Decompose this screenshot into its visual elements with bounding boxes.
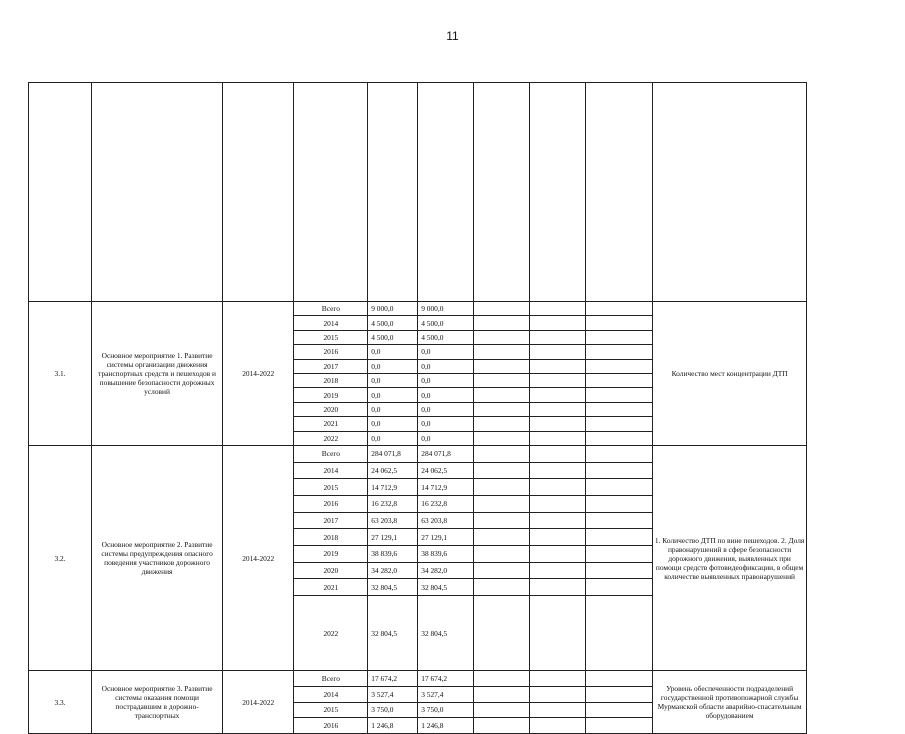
empty-cell (586, 345, 653, 359)
empty-cell (474, 330, 530, 344)
section-description: Основное мероприятие 3. Развитие системы оказания помощи пострадавшим в дорожно-транспортных (92, 671, 223, 734)
empty-cell (474, 446, 530, 463)
budget-cell: 16 232,8 (418, 496, 474, 513)
section-period: 2014-2022 (223, 302, 294, 446)
year-cell: 2022 (294, 431, 368, 445)
budget-cell: 4 500,0 (418, 316, 474, 330)
empty-cell (474, 462, 530, 479)
empty-cell (586, 546, 653, 563)
year-cell: 2015 (294, 479, 368, 496)
empty-cell (474, 546, 530, 563)
empty-cell (586, 373, 653, 387)
budget-cell: 34 282,0 (418, 562, 474, 579)
empty-cell (530, 496, 586, 513)
empty-cell (530, 529, 586, 546)
empty-cell (530, 359, 586, 373)
empty-cell (474, 373, 530, 387)
total-cell: 34 282,0 (368, 562, 418, 579)
empty-cell (474, 718, 530, 734)
total-cell: 17 674,2 (368, 671, 418, 687)
year-cell: 2019 (294, 388, 368, 402)
section-id: 3.2. (29, 446, 92, 671)
budget-cell: 38 839,6 (418, 546, 474, 563)
budget-cell: 0,0 (418, 431, 474, 445)
year-cell: Всего (294, 671, 368, 687)
table-row (29, 302, 879, 316)
empty-cell (530, 686, 586, 702)
empty-cell (530, 330, 586, 344)
empty-cell (474, 345, 530, 359)
budget-cell: 3 750,0 (418, 702, 474, 718)
empty-cell (530, 512, 586, 529)
total-cell: 1 246,8 (368, 718, 418, 734)
total-cell: 0,0 (368, 359, 418, 373)
total-cell: 32 804,5 (368, 596, 418, 671)
empty-cell (368, 83, 418, 302)
total-cell: 4 500,0 (368, 330, 418, 344)
budget-cell: 24 062,5 (418, 462, 474, 479)
total-cell: 27 129,1 (368, 529, 418, 546)
budget-cell: 0,0 (418, 417, 474, 431)
budget-cell: 3 527,4 (418, 686, 474, 702)
empty-cell (530, 718, 586, 734)
empty-cell (474, 512, 530, 529)
year-cell: 2018 (294, 373, 368, 387)
budget-cell: 32 804,5 (418, 579, 474, 596)
empty-cell (530, 373, 586, 387)
empty-cell (530, 702, 586, 718)
empty-cell (530, 546, 586, 563)
section-id: 3.3. (29, 671, 92, 734)
empty-cell (530, 402, 586, 416)
year-cell: 2017 (294, 359, 368, 373)
empty-cell (474, 431, 530, 445)
empty-cell (294, 83, 368, 302)
empty-cell (586, 596, 653, 671)
budget-cell: 0,0 (418, 359, 474, 373)
year-cell: 2014 (294, 686, 368, 702)
empty-cell (530, 579, 586, 596)
empty-cell (474, 671, 530, 687)
budget-cell: 17 674,2 (418, 671, 474, 687)
empty-cell (530, 479, 586, 496)
total-cell: 24 062,5 (368, 462, 418, 479)
year-cell: 2019 (294, 546, 368, 563)
year-cell: 2016 (294, 496, 368, 513)
total-cell: 9 000,0 (368, 302, 418, 316)
year-cell: 2022 (294, 596, 368, 671)
total-cell: 14 712,9 (368, 479, 418, 496)
empty-cell (474, 417, 530, 431)
year-cell: 2015 (294, 330, 368, 344)
empty-cell (586, 479, 653, 496)
empty-cell (586, 512, 653, 529)
empty-cell (474, 316, 530, 330)
empty-cell (586, 529, 653, 546)
budget-cell: 27 129,1 (418, 529, 474, 546)
page-number: 11 (446, 29, 459, 43)
budget-cell: 1 246,8 (418, 718, 474, 734)
total-cell: 3 527,4 (368, 686, 418, 702)
empty-cell (474, 359, 530, 373)
year-cell: 2014 (294, 462, 368, 479)
section-id: 3.1. (29, 302, 92, 446)
empty-cell (586, 83, 653, 302)
empty-cell (586, 702, 653, 718)
empty-cell (474, 402, 530, 416)
year-cell: 2016 (294, 345, 368, 359)
empty-cell (474, 579, 530, 596)
empty-cell (586, 562, 653, 579)
year-cell: Всего (294, 446, 368, 463)
total-cell: 0,0 (368, 417, 418, 431)
empty-cell (474, 388, 530, 402)
year-cell: 2017 (294, 512, 368, 529)
budget-cell: 32 804,5 (418, 596, 474, 671)
year-cell: Всего (294, 302, 368, 316)
total-cell: 0,0 (368, 402, 418, 416)
continuation-row (29, 83, 879, 302)
section-period: 2014-2022 (223, 446, 294, 671)
empty-cell (530, 462, 586, 479)
section-indicator: Уровень обеспеченности подразделений государственной противопожарной службы Мурманской области аварийно-спасательным оборудованием (652, 671, 807, 734)
empty-cell (530, 671, 586, 687)
empty-cell (92, 83, 223, 302)
section-indicator: Количество мест концентрации ДТП (652, 302, 807, 446)
year-cell: 2020 (294, 402, 368, 416)
section-description: Основное мероприятие 1. Развитие системы организации движения транспортных средств и пешеходов и повышение безопасности дорожных условий (92, 302, 223, 446)
empty-cell (474, 479, 530, 496)
empty-cell (586, 462, 653, 479)
year-cell: 2021 (294, 579, 368, 596)
empty-cell (474, 686, 530, 702)
empty-cell (474, 302, 530, 316)
empty-cell (586, 402, 653, 416)
empty-cell (474, 596, 530, 671)
year-cell: 2015 (294, 702, 368, 718)
table-row (29, 446, 879, 463)
empty-cell (530, 83, 586, 302)
empty-cell (586, 446, 653, 463)
empty-cell (586, 718, 653, 734)
total-cell: 63 203,8 (368, 512, 418, 529)
empty-cell (530, 417, 586, 431)
budget-cell: 9 000,0 (418, 302, 474, 316)
empty-cell (474, 562, 530, 579)
year-cell: 2016 (294, 718, 368, 734)
empty-cell (223, 83, 294, 302)
total-cell: 38 839,6 (368, 546, 418, 563)
year-cell: 2021 (294, 417, 368, 431)
empty-cell (530, 562, 586, 579)
year-cell: 2014 (294, 316, 368, 330)
total-cell: 32 804,5 (368, 579, 418, 596)
empty-cell (586, 686, 653, 702)
empty-cell (586, 417, 653, 431)
budget-cell: 0,0 (418, 402, 474, 416)
empty-cell (530, 345, 586, 359)
empty-cell (418, 83, 474, 302)
empty-cell (586, 316, 653, 330)
budget-cell: 0,0 (418, 388, 474, 402)
budget-cell: 0,0 (418, 373, 474, 387)
empty-cell (652, 83, 807, 302)
budget-cell: 4 500,0 (418, 330, 474, 344)
year-cell: 2020 (294, 562, 368, 579)
empty-cell (530, 446, 586, 463)
empty-cell (586, 330, 653, 344)
total-cell: 3 750,0 (368, 702, 418, 718)
empty-cell (530, 388, 586, 402)
budget-cell: 14 712,9 (418, 479, 474, 496)
empty-cell (586, 431, 653, 445)
empty-cell (530, 316, 586, 330)
budget-cell: 284 071,8 (418, 446, 474, 463)
total-cell: 0,0 (368, 388, 418, 402)
total-cell: 0,0 (368, 345, 418, 359)
program-table (28, 82, 879, 734)
empty-cell (530, 596, 586, 671)
empty-cell (474, 702, 530, 718)
total-cell: 284 071,8 (368, 446, 418, 463)
empty-cell (474, 496, 530, 513)
empty-cell (586, 671, 653, 687)
total-cell: 4 500,0 (368, 316, 418, 330)
total-cell: 0,0 (368, 431, 418, 445)
empty-cell (586, 388, 653, 402)
budget-cell: 63 203,8 (418, 512, 474, 529)
year-cell: 2018 (294, 529, 368, 546)
section-period: 2014-2022 (223, 671, 294, 734)
total-cell: 0,0 (368, 373, 418, 387)
total-cell: 16 232,8 (368, 496, 418, 513)
section-indicator: 1. Количество ДТП по вине пешеходов. 2. Доля правонарушений в сфере безопасности дорожного движения, выявленных при помощи средств фотовидеофиксации, в общем количестве выявленных правонарушений (652, 446, 807, 671)
budget-cell: 0,0 (418, 345, 474, 359)
empty-cell (586, 302, 653, 316)
empty-cell (530, 302, 586, 316)
empty-cell (530, 431, 586, 445)
empty-cell (586, 496, 653, 513)
empty-cell (474, 529, 530, 546)
empty-cell (586, 359, 653, 373)
section-description: Основное мероприятие 2. Развитие системы предупреждения опасного поведения участников дорожного движения (92, 446, 223, 671)
empty-cell (586, 579, 653, 596)
table-row (29, 671, 879, 687)
empty-cell (474, 83, 530, 302)
empty-cell (29, 83, 92, 302)
